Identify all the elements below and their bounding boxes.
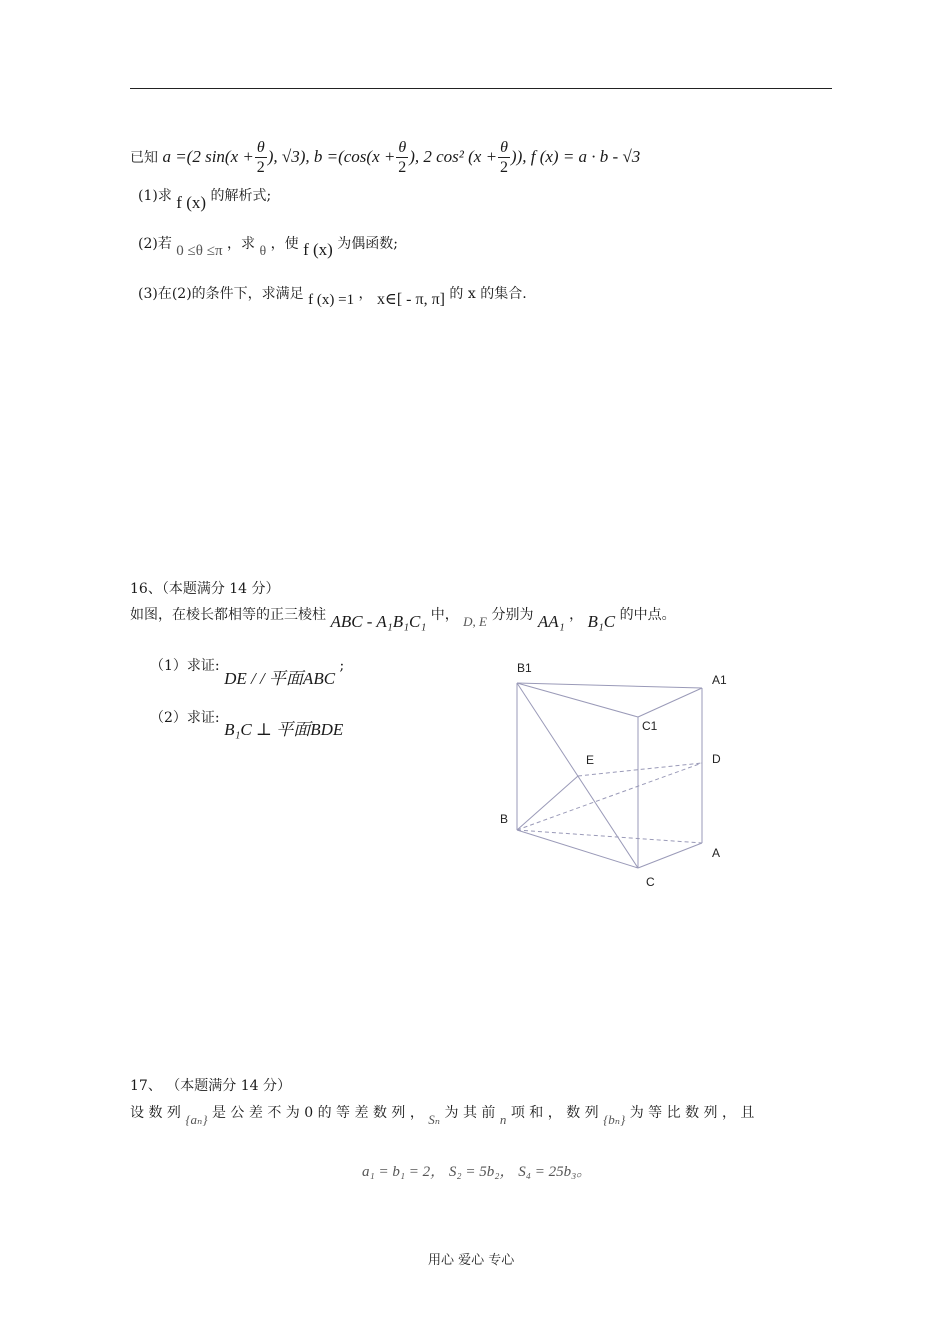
math-fx: f (x) xyxy=(176,193,207,212)
prism-figure xyxy=(490,650,750,900)
problem16-stem: 如图，在棱长都相等的正三棱柱 ABC - A₁B₁C₁ 中， D, E 分别为 AA₁ ， B₁C 的中点。 xyxy=(130,607,676,631)
edge-b-c xyxy=(517,830,638,868)
label-a: A xyxy=(712,846,721,860)
vector-formula: a =(2 sin(x + $\frac{\theta}{2}$ ), √3), b =(cos(x + $\frac{\theta}{2}$ ), 2 cos² (x + $\frac{\theta}{2}$ )), f (x) = a · b - √3 xyxy=(162,139,641,176)
math-x-interval: x∈[ - π, π] xyxy=(376,291,445,308)
math-an: {aₙ} xyxy=(185,1112,208,1127)
label-c1: C1 xyxy=(642,719,658,733)
math-bn: {bₙ} xyxy=(603,1112,626,1127)
math-fx-eq-1: f (x) =1 xyxy=(308,292,355,308)
edge-b-a xyxy=(517,830,702,843)
math-n: n xyxy=(499,1112,507,1127)
math-b1c-perp: B₁C ⊥ 平面BDE xyxy=(224,720,344,739)
math-DE: D, E xyxy=(463,614,488,629)
edge-c1-a1 xyxy=(638,688,702,717)
edge-b1-c1 xyxy=(517,683,638,717)
math-prism: ABC - A₁B₁C₁ xyxy=(330,612,427,631)
math-sn: Sₙ xyxy=(428,1112,441,1127)
problem15-intro xyxy=(130,140,640,176)
edge-b-e xyxy=(517,776,578,830)
problem16-header: 16、（本题满分 14 分） xyxy=(130,581,280,597)
math-theta-range: 0 ≤θ ≤π xyxy=(176,243,223,259)
page-footer: 用心 爱心 专心 xyxy=(428,1253,515,1268)
label-b: B xyxy=(500,812,509,826)
problem17-stem: 设 数 列 {aₙ} 是 公 差 不 为 0 的 等 差 数 列 ， Sₙ 为 其 前 n 项 和 ， 数 列 {bₙ} 为 等 比 数 列 ， 且 xyxy=(130,1105,755,1127)
label-c: C xyxy=(646,875,655,889)
label-b1: B1 xyxy=(517,661,532,675)
math-fx: f (x) xyxy=(303,240,333,259)
problem15-q1: (1)求 f (x) 的解析式; xyxy=(138,188,272,212)
math-B1C: B₁C xyxy=(587,612,616,631)
math-AA1: AA₁ xyxy=(537,612,565,631)
problem17-conditions: a₁ = b₁ = 2， S₂ = 5b₂， S₄ = 25b₃。 xyxy=(362,1164,592,1180)
intro-prefix: 已知 xyxy=(130,149,158,166)
header-rule xyxy=(130,88,832,89)
math-theta: θ xyxy=(259,244,267,259)
problem17-header: 17、 （本题满分 14 分） xyxy=(130,1078,291,1094)
fraction: $\frac{\theta}{2}$ xyxy=(256,139,265,176)
edge-b1-c xyxy=(517,683,638,868)
edge-b1-a1 xyxy=(517,683,702,688)
problem16-q2: （2）求证: B₁C ⊥ 平面BDE xyxy=(150,710,344,739)
label-d: D xyxy=(712,752,721,766)
edge-c-a xyxy=(638,843,702,868)
label-e: E xyxy=(586,753,595,767)
problem16-q1: （1）求证: DE / / 平面ABC ; xyxy=(150,658,345,688)
math-de-parallel: DE / / 平面ABC xyxy=(224,669,336,688)
fraction: $\frac{\theta}{2}$ xyxy=(398,139,407,176)
fraction: $\frac{\theta}{2}$ xyxy=(499,139,508,176)
label-a1: A1 xyxy=(712,673,727,687)
problem15-q3: (3)在(2)的条件下，求满足 f (x) =1 ， x∈[ - π, π] 的 x 的集合. xyxy=(138,286,527,308)
problem15-q2: (2)若 0 ≤θ ≤π ，求 θ ，使 f (x) 为偶函数; xyxy=(138,236,398,259)
